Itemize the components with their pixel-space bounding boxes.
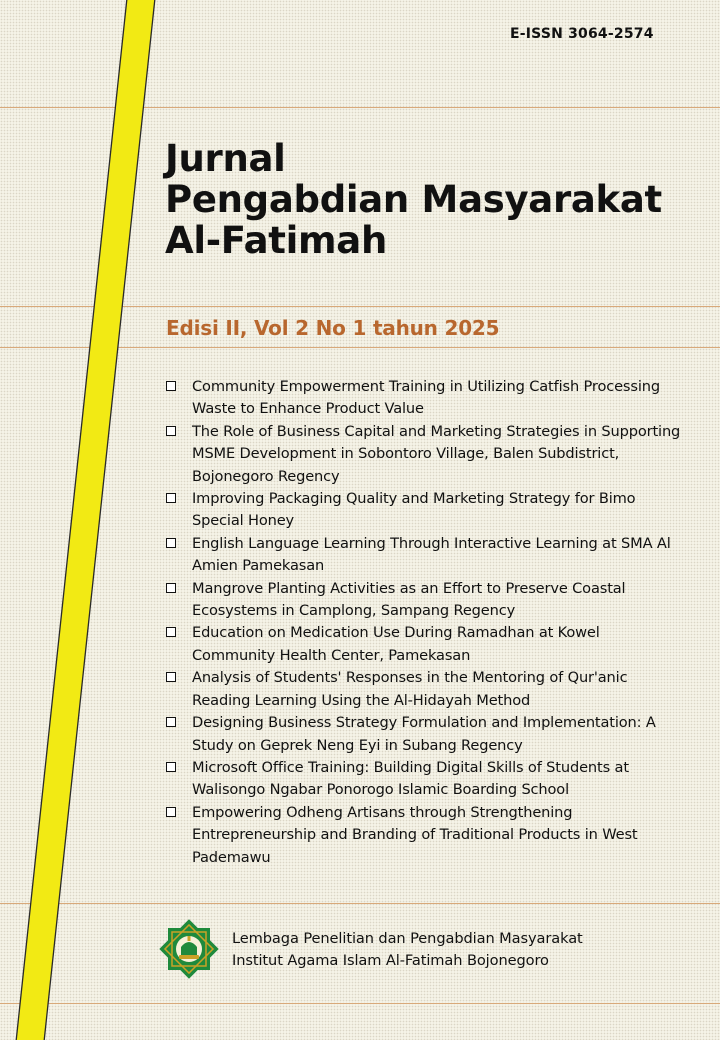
divider-line (0, 107, 720, 108)
article-title: Microsoft Office Training: Building Digital Skills of Students at Walisongo Ngabar Ponorogo Islamic Boarding School (192, 758, 629, 799)
checkbox-icon (166, 762, 176, 772)
checkbox-icon (166, 493, 176, 503)
list-item (166, 421, 686, 488)
checkbox-icon (166, 381, 176, 391)
institute-emblem-icon (158, 916, 220, 982)
list-item (166, 578, 686, 623)
article-title: The Role of Business Capital and Marketing Strategies in Supporting MSME Development in Sobontoro Village, Balen Subdistrict, Bojonegoro Regency (192, 422, 681, 485)
article-title: Designing Business Strategy Formulation and Implementation: A Study on Geprek Neng Eyi in Subang Regency (192, 714, 656, 754)
article-title: English Language Learning Through Interactive Learning at SMA Al Amien Pamekasan (192, 534, 671, 575)
article-title: Community Empowerment Training in Utilizing Catfish Processing Waste to Enhance Product Value (192, 378, 660, 418)
article-title: Education on Medication Use During Ramadhan at Kowel Community Health Center, Pamekasan (192, 624, 600, 664)
checkbox-icon (166, 717, 176, 727)
checkbox-icon (166, 672, 176, 682)
list-item (166, 376, 686, 421)
title-line: Jurnal (165, 137, 286, 180)
checkbox-icon (166, 807, 176, 817)
title-line: Al-Fatimah (165, 219, 387, 262)
divider-line (0, 903, 720, 904)
list-item (166, 488, 686, 533)
publisher-line: Institut Agama Islam Al-Fatimah Bojonegoro (232, 952, 549, 969)
list-item (166, 667, 686, 712)
checkbox-icon (166, 627, 176, 637)
edition-label: Edisi II, Vol 2 No 1 tahun 2025 (166, 316, 500, 340)
divider-line (0, 306, 720, 307)
list-item (166, 802, 686, 869)
list-item (166, 533, 686, 578)
article-list (166, 376, 686, 869)
checkbox-icon (166, 426, 176, 436)
divider-line (0, 347, 720, 348)
divider-line (0, 1003, 720, 1004)
article-title: Empowering Odheng Artisans through Strengthening Entrepreneurship and Branding of Traditional Products in West Pademawu (192, 803, 638, 866)
list-item (166, 757, 686, 802)
checkbox-icon (166, 538, 176, 548)
article-title: Mangrove Planting Activities as an Effort to Preserve Coastal Ecosystems in Camplong, Sampang Regency (192, 579, 626, 620)
journal-title (165, 138, 662, 261)
title-line: Pengabdian Masyarakat (165, 178, 662, 221)
list-item (166, 712, 686, 757)
checkbox-icon (166, 583, 176, 593)
list-item (166, 622, 686, 667)
article-title: Improving Packaging Quality and Marketing Strategy for Bimo Special Honey (192, 490, 636, 530)
publisher-info (232, 928, 583, 972)
article-title: Analysis of Students' Responses in the Mentoring of Qur'anic Reading Learning Using the Al-Hidayah Method (192, 669, 628, 709)
publisher-line: Lembaga Penelitian dan Pengabdian Masyarakat (232, 930, 583, 947)
issn-label: E-ISSN 3064-2574 (510, 26, 654, 42)
